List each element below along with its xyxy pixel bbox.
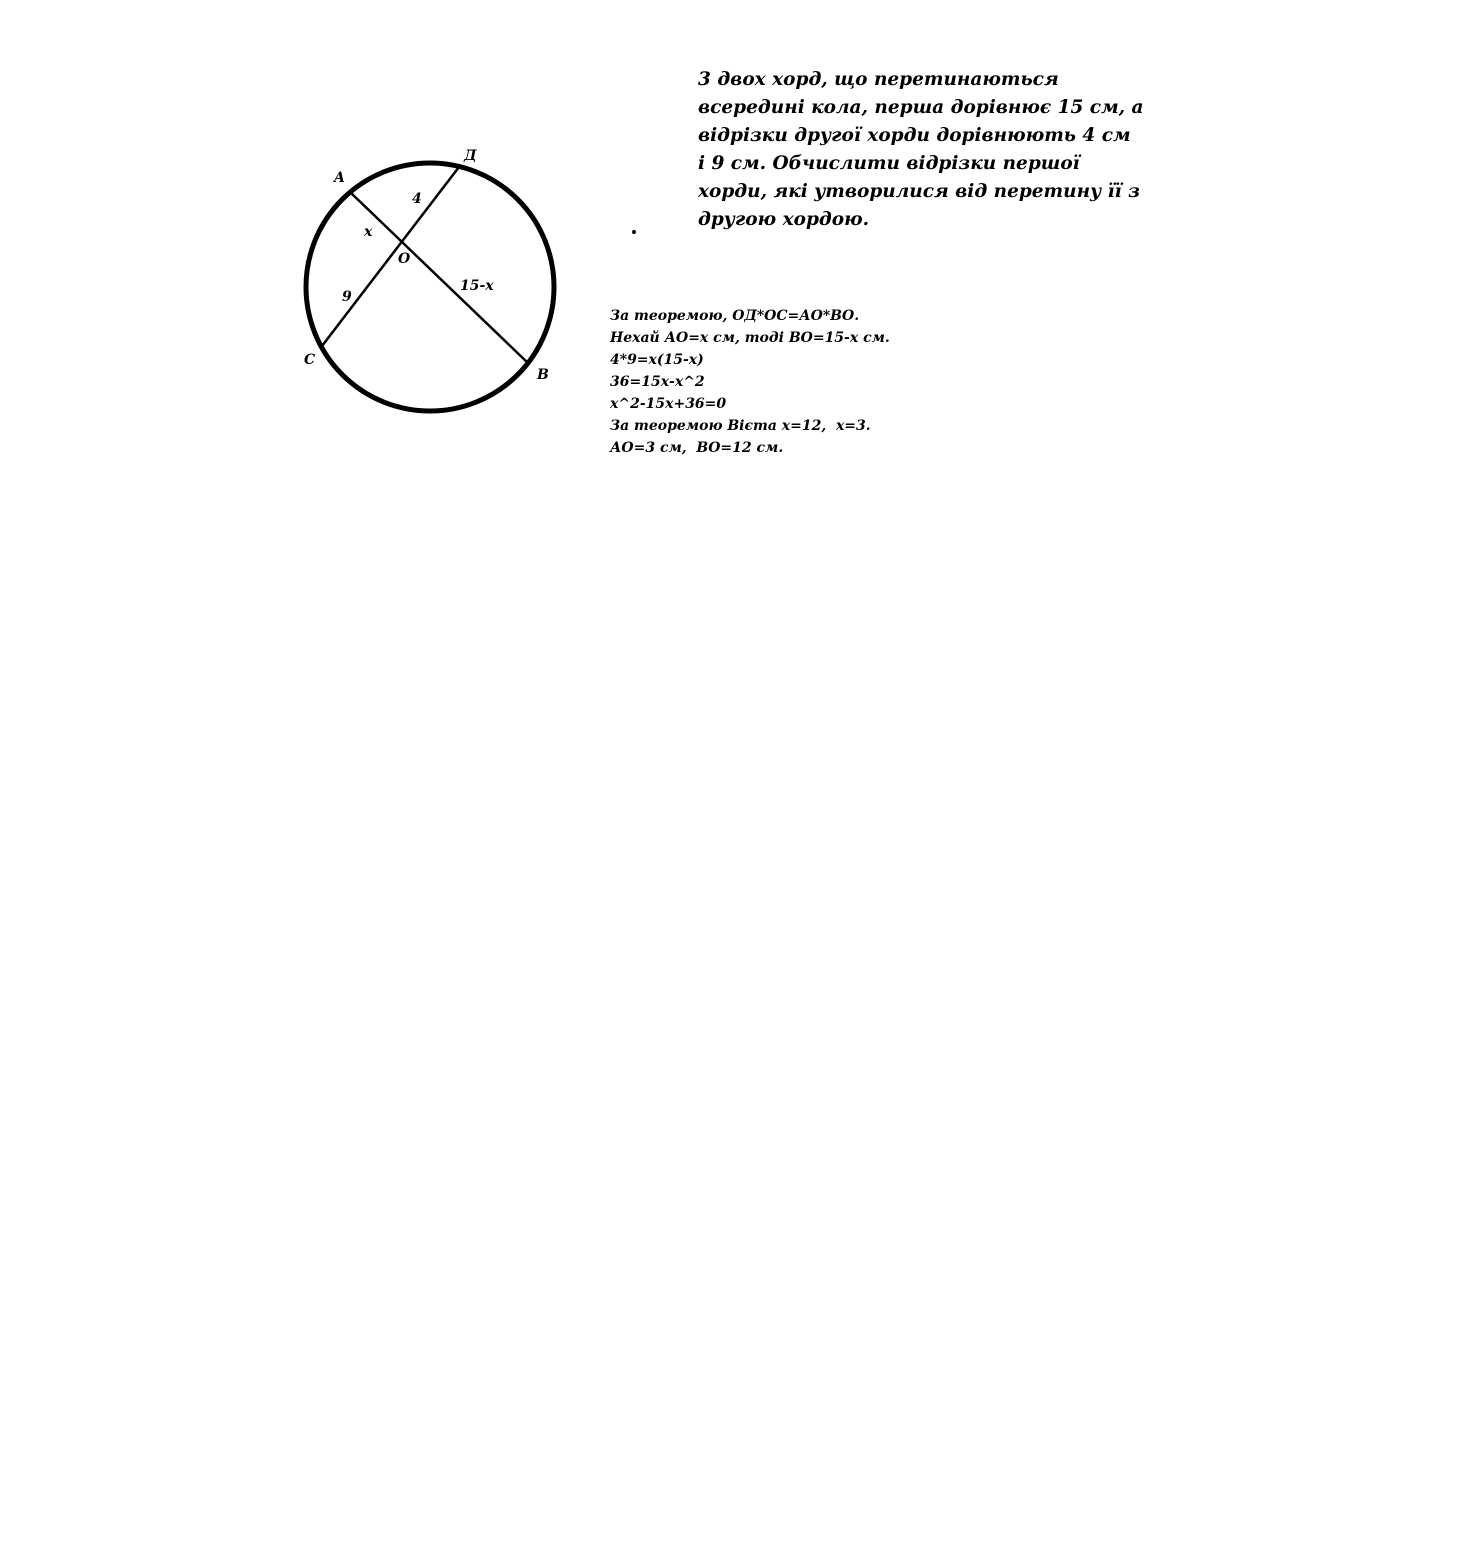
point-b-label: В xyxy=(537,367,549,383)
point-o-label: О xyxy=(398,251,411,267)
problem-line: і 9 см. Обчислити відрізки першої xyxy=(698,153,1080,174)
segment-ob-label: 15-х xyxy=(460,278,494,294)
point-a-label: A xyxy=(334,170,345,186)
solution-line: За теоремою Вієта х=12, х=3. xyxy=(610,418,871,434)
problem-line: хорди, які утворилися від перетину її з xyxy=(698,181,1140,202)
segment-ao-label: х xyxy=(364,224,373,240)
solution-line: х^2-15х+36=0 xyxy=(610,396,727,412)
solution-line: 4*9=х(15-х) xyxy=(610,352,704,368)
point-c-label: С xyxy=(304,352,316,368)
point-d-label: Д xyxy=(464,148,477,164)
solution-line: За теоремою, ОД*ОС=АО*ВО. xyxy=(610,308,860,324)
chord-ab xyxy=(351,193,529,364)
solution-line: АО=3 см, ВО=12 см. xyxy=(610,440,784,456)
problem-line: 3 двох хорд, що перетинаються xyxy=(698,69,1059,90)
solution-line: Нехай АО=х см, тоді ВО=15-х см. xyxy=(610,330,890,346)
circle xyxy=(306,163,554,411)
problem-line: другою хордою. xyxy=(698,209,870,230)
problem-line: відрізки другої хорди дорівнюють 4 см xyxy=(698,125,1131,146)
problem-line: всередині кола, перша дорівнює 15 см, а xyxy=(698,97,1144,118)
problem-statement xyxy=(698,66,1144,234)
stray-dot xyxy=(632,230,636,234)
chord-dc xyxy=(322,167,459,346)
segment-od-label: 4 xyxy=(412,191,422,207)
solution-steps xyxy=(610,305,890,459)
segment-oc-label: 9 xyxy=(342,289,352,305)
solution-line: 36=15х-х^2 xyxy=(610,374,705,390)
